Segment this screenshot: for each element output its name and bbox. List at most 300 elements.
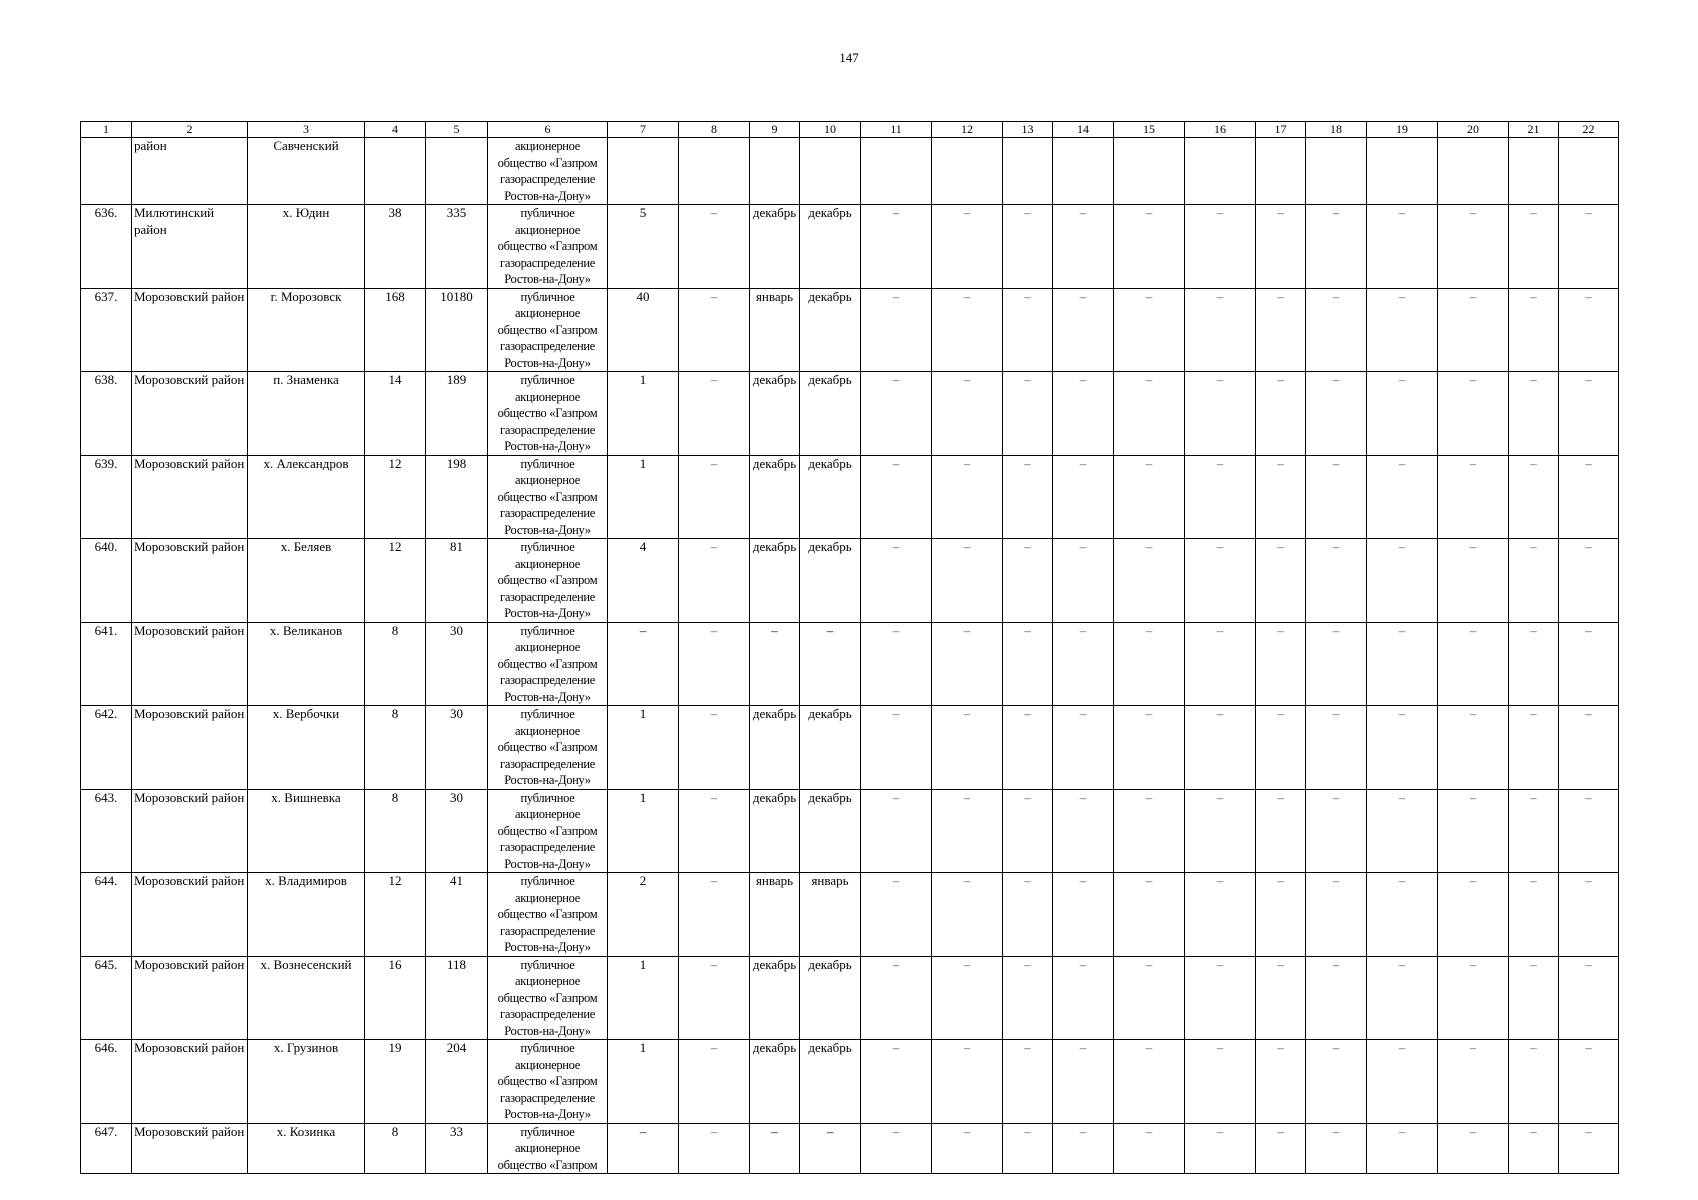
cell-col9: декабрь: [750, 706, 800, 790]
cell-district: Морозовский район: [132, 455, 248, 539]
cell-col10: декабрь: [800, 956, 861, 1040]
cell-col7: 1: [608, 956, 679, 1040]
cell-col8: –: [679, 622, 750, 706]
cell-col21: –: [1509, 1040, 1559, 1124]
cell-col16: –: [1185, 1040, 1256, 1124]
cell-col20: –: [1438, 1123, 1509, 1174]
cell-num: 644.: [81, 873, 132, 957]
cell-col21: –: [1509, 873, 1559, 957]
cell-col17: –: [1256, 1123, 1306, 1174]
cell-col12: –: [932, 622, 1003, 706]
cell-col4: 8: [365, 706, 426, 790]
cell-empty: [750, 138, 800, 205]
cell-col4: 8: [365, 789, 426, 873]
column-header-13: 13: [1003, 122, 1053, 138]
cell-col18: –: [1306, 622, 1367, 706]
cell-col15: –: [1114, 539, 1185, 623]
column-header-1: 1: [81, 122, 132, 138]
cell-col14: –: [1053, 706, 1114, 790]
cell-col18: –: [1306, 288, 1367, 372]
cell-col9: –: [750, 622, 800, 706]
gasification-table: [80, 121, 1619, 1174]
cell-col10: –: [800, 622, 861, 706]
cell-locality: х. Владимиров: [248, 873, 365, 957]
cell-col16: –: [1185, 205, 1256, 289]
cell-col20: –: [1438, 622, 1509, 706]
cell-col18: –: [1306, 706, 1367, 790]
cell-col17: –: [1256, 789, 1306, 873]
table-row: [81, 706, 1619, 790]
column-header-10: 10: [800, 122, 861, 138]
cell-locality: г. Морозовск: [248, 288, 365, 372]
cell-empty: [861, 138, 932, 205]
cell-col10: декабрь: [800, 706, 861, 790]
cell-col5: 81: [426, 539, 488, 623]
cell-col14: –: [1053, 789, 1114, 873]
cell-organization: публичное акционерное общество «Газпром газораспределение Ростов-на-Дону»: [488, 372, 608, 456]
cell-col11: –: [861, 455, 932, 539]
cell-locality: х. Грузинов: [248, 1040, 365, 1124]
cell-col11: –: [861, 789, 932, 873]
table-row: [81, 956, 1619, 1040]
cell-organization: публичное акционерное общество «Газпром газораспределение Ростов-на-Дону»: [488, 706, 608, 790]
column-header-11: 11: [861, 122, 932, 138]
cell-organization: акционерное общество «Газпром газораспределение Ростов-на-Дону»: [488, 138, 608, 205]
cell-col11: –: [861, 956, 932, 1040]
cell-col16: –: [1185, 622, 1256, 706]
cell-col11: –: [861, 706, 932, 790]
cell-col4: 38: [365, 205, 426, 289]
cell-col13: –: [1003, 706, 1053, 790]
cell-empty: [1053, 138, 1114, 205]
cell-col22: –: [1559, 372, 1619, 456]
cell-col19: –: [1367, 956, 1438, 1040]
cell-num: 646.: [81, 1040, 132, 1124]
cell-col9: декабрь: [750, 455, 800, 539]
page-number: 147: [839, 50, 859, 65]
cell-col14: –: [1053, 539, 1114, 623]
cell-col7: 1: [608, 789, 679, 873]
cell-col13: –: [1003, 622, 1053, 706]
cell-col13: –: [1003, 288, 1053, 372]
cell-col5: 118: [426, 956, 488, 1040]
cell-col13: –: [1003, 455, 1053, 539]
cell-locality: х. Александров: [248, 455, 365, 539]
cell-col10: –: [800, 1123, 861, 1174]
cell-organization: публичное акционерное общество «Газпром газораспределение Ростов-на-Дону»: [488, 873, 608, 957]
cell-col12: –: [932, 288, 1003, 372]
cell-col22: –: [1559, 706, 1619, 790]
cell-empty: [932, 138, 1003, 205]
cell-col14: –: [1053, 288, 1114, 372]
cell-col19: –: [1367, 455, 1438, 539]
cell-col21: –: [1509, 706, 1559, 790]
cell-col17: –: [1256, 706, 1306, 790]
cell-col11: –: [861, 288, 932, 372]
cell-organization: публичное акционерное общество «Газпром: [488, 1123, 608, 1174]
cell-col13: –: [1003, 1123, 1053, 1174]
table-row: [81, 622, 1619, 706]
cell-col22: –: [1559, 205, 1619, 289]
cell-num: 636.: [81, 205, 132, 289]
cell-col7: 1: [608, 1040, 679, 1124]
cell-organization: публичное акционерное общество «Газпром газораспределение Ростов-на-Дону»: [488, 1040, 608, 1124]
cell-col7: 4: [608, 539, 679, 623]
cell-empty: [1185, 138, 1256, 205]
cell-col12: –: [932, 205, 1003, 289]
cell-col4: 19: [365, 1040, 426, 1124]
cell-col18: –: [1306, 956, 1367, 1040]
cell-col9: декабрь: [750, 372, 800, 456]
cell-col20: –: [1438, 539, 1509, 623]
cell-col18: –: [1306, 455, 1367, 539]
cell-empty: [800, 138, 861, 205]
cell-district: Морозовский район: [132, 873, 248, 957]
cell-col9: –: [750, 1123, 800, 1174]
cell-col21: –: [1509, 789, 1559, 873]
cell-col20: –: [1438, 789, 1509, 873]
cell-col5: 41: [426, 873, 488, 957]
cell-col10: январь: [800, 873, 861, 957]
cell-empty: [1256, 138, 1306, 205]
cell-col12: –: [932, 1123, 1003, 1174]
cell-col8: –: [679, 956, 750, 1040]
cell-col7: 2: [608, 873, 679, 957]
cell-district: Морозовский район: [132, 288, 248, 372]
cell-locality: х. Беляев: [248, 539, 365, 623]
cell-col4: 12: [365, 873, 426, 957]
cell-col19: –: [1367, 288, 1438, 372]
cell-empty: [608, 138, 679, 205]
cell-empty: [1367, 138, 1438, 205]
cell-col8: –: [679, 706, 750, 790]
cell-col14: –: [1053, 455, 1114, 539]
column-header-2: 2: [132, 122, 248, 138]
cell-locality: Савченский: [248, 138, 365, 205]
column-header-19: 19: [1367, 122, 1438, 138]
cell-col10: декабрь: [800, 288, 861, 372]
cell-col21: –: [1509, 539, 1559, 623]
cell-col11: –: [861, 622, 932, 706]
cell-col15: –: [1114, 372, 1185, 456]
cell-col7: 1: [608, 455, 679, 539]
cell-col8: –: [679, 873, 750, 957]
table-row: [81, 1040, 1619, 1124]
cell-col7: 1: [608, 706, 679, 790]
column-header-18: 18: [1306, 122, 1367, 138]
cell-col15: –: [1114, 873, 1185, 957]
cell-col13: –: [1003, 873, 1053, 957]
cell-col21: –: [1509, 622, 1559, 706]
cell-col22: –: [1559, 288, 1619, 372]
cell-empty: [1509, 138, 1559, 205]
cell-num: 643.: [81, 789, 132, 873]
cell-locality: х. Козинка: [248, 1123, 365, 1174]
cell-empty: [1306, 138, 1367, 205]
cell-col17: –: [1256, 873, 1306, 957]
cell-col5: 30: [426, 622, 488, 706]
cell-num: 641.: [81, 622, 132, 706]
cell-empty: [1438, 138, 1509, 205]
cell-col5: [426, 138, 488, 205]
cell-col18: –: [1306, 539, 1367, 623]
column-header-3: 3: [248, 122, 365, 138]
cell-col22: –: [1559, 622, 1619, 706]
cell-col16: –: [1185, 956, 1256, 1040]
cell-col9: декабрь: [750, 539, 800, 623]
column-header-21: 21: [1509, 122, 1559, 138]
cell-col14: –: [1053, 372, 1114, 456]
cell-col19: –: [1367, 706, 1438, 790]
cell-col12: –: [932, 706, 1003, 790]
cell-col8: –: [679, 539, 750, 623]
cell-col20: –: [1438, 205, 1509, 289]
cell-col19: –: [1367, 539, 1438, 623]
cell-num: 642.: [81, 706, 132, 790]
cell-col20: –: [1438, 288, 1509, 372]
cell-col19: –: [1367, 205, 1438, 289]
cell-col4: 16: [365, 956, 426, 1040]
cell-col17: –: [1256, 372, 1306, 456]
cell-col4: 8: [365, 622, 426, 706]
cell-col20: –: [1438, 873, 1509, 957]
table-row: [81, 1123, 1619, 1174]
column-header-12: 12: [932, 122, 1003, 138]
cell-col17: –: [1256, 956, 1306, 1040]
cell-num: [81, 138, 132, 205]
cell-col13: –: [1003, 372, 1053, 456]
cell-col19: –: [1367, 789, 1438, 873]
cell-col19: –: [1367, 873, 1438, 957]
cell-col12: –: [932, 372, 1003, 456]
cell-col13: –: [1003, 539, 1053, 623]
cell-col15: –: [1114, 1123, 1185, 1174]
column-header-14: 14: [1053, 122, 1114, 138]
cell-col13: –: [1003, 789, 1053, 873]
cell-col9: декабрь: [750, 956, 800, 1040]
cell-col10: декабрь: [800, 455, 861, 539]
cell-col8: –: [679, 1123, 750, 1174]
table-row-continuation: [81, 138, 1619, 205]
cell-col10: декабрь: [800, 372, 861, 456]
cell-col13: –: [1003, 956, 1053, 1040]
cell-num: 640.: [81, 539, 132, 623]
cell-district: Морозовский район: [132, 956, 248, 1040]
cell-col5: 204: [426, 1040, 488, 1124]
cell-col9: декабрь: [750, 1040, 800, 1124]
cell-col5: 30: [426, 789, 488, 873]
cell-col5: 30: [426, 706, 488, 790]
cell-locality: х. Вербочки: [248, 706, 365, 790]
cell-col21: –: [1509, 372, 1559, 456]
cell-num: 645.: [81, 956, 132, 1040]
cell-col12: –: [932, 789, 1003, 873]
cell-col10: декабрь: [800, 205, 861, 289]
cell-col20: –: [1438, 956, 1509, 1040]
cell-col11: –: [861, 539, 932, 623]
cell-locality: х. Вишневка: [248, 789, 365, 873]
column-header-20: 20: [1438, 122, 1509, 138]
cell-col11: –: [861, 1123, 932, 1174]
cell-locality: х. Великанов: [248, 622, 365, 706]
cell-num: 647.: [81, 1123, 132, 1174]
cell-locality: п. Знаменка: [248, 372, 365, 456]
cell-col13: –: [1003, 1040, 1053, 1124]
cell-col12: –: [932, 539, 1003, 623]
cell-col22: –: [1559, 1040, 1619, 1124]
cell-col14: –: [1053, 622, 1114, 706]
cell-col15: –: [1114, 288, 1185, 372]
cell-col18: –: [1306, 873, 1367, 957]
cell-col15: –: [1114, 205, 1185, 289]
cell-col15: –: [1114, 789, 1185, 873]
cell-col12: –: [932, 455, 1003, 539]
cell-col8: –: [679, 288, 750, 372]
cell-district: Морозовский район: [132, 372, 248, 456]
cell-col14: –: [1053, 873, 1114, 957]
cell-col17: –: [1256, 539, 1306, 623]
cell-col4: [365, 138, 426, 205]
cell-col16: –: [1185, 706, 1256, 790]
cell-col4: 8: [365, 1123, 426, 1174]
column-header-7: 7: [608, 122, 679, 138]
cell-district: Морозовский район: [132, 622, 248, 706]
cell-col20: –: [1438, 372, 1509, 456]
cell-col4: 168: [365, 288, 426, 372]
cell-col13: –: [1003, 205, 1053, 289]
cell-empty: [679, 138, 750, 205]
cell-col22: –: [1559, 789, 1619, 873]
cell-col21: –: [1509, 205, 1559, 289]
cell-col22: –: [1559, 956, 1619, 1040]
cell-col8: –: [679, 205, 750, 289]
cell-col16: –: [1185, 455, 1256, 539]
cell-col16: –: [1185, 1123, 1256, 1174]
cell-col8: –: [679, 1040, 750, 1124]
column-header-16: 16: [1185, 122, 1256, 138]
cell-col11: –: [861, 372, 932, 456]
cell-organization: публичное акционерное общество «Газпром газораспределение Ростов-на-Дону»: [488, 288, 608, 372]
cell-col9: декабрь: [750, 205, 800, 289]
cell-col22: –: [1559, 455, 1619, 539]
cell-col14: –: [1053, 1040, 1114, 1124]
cell-col4: 12: [365, 539, 426, 623]
column-header-9: 9: [750, 122, 800, 138]
cell-col20: –: [1438, 706, 1509, 790]
column-header-6: 6: [488, 122, 608, 138]
cell-col19: –: [1367, 622, 1438, 706]
cell-organization: публичное акционерное общество «Газпром газораспределение Ростов-на-Дону»: [488, 539, 608, 623]
cell-col22: –: [1559, 539, 1619, 623]
cell-col12: –: [932, 1040, 1003, 1124]
cell-col9: январь: [750, 288, 800, 372]
cell-col8: –: [679, 789, 750, 873]
cell-col10: декабрь: [800, 1040, 861, 1124]
cell-col19: –: [1367, 1123, 1438, 1174]
cell-col15: –: [1114, 956, 1185, 1040]
cell-col5: 33: [426, 1123, 488, 1174]
table-row: [81, 539, 1619, 623]
cell-col4: 12: [365, 455, 426, 539]
cell-col5: 189: [426, 372, 488, 456]
cell-district: Морозовский район: [132, 1040, 248, 1124]
cell-col11: –: [861, 205, 932, 289]
cell-col15: –: [1114, 1040, 1185, 1124]
cell-col11: –: [861, 873, 932, 957]
column-header-17: 17: [1256, 122, 1306, 138]
cell-district: Морозовский район: [132, 706, 248, 790]
table-row: [81, 873, 1619, 957]
cell-col22: –: [1559, 1123, 1619, 1174]
cell-district: Морозовский район: [132, 1123, 248, 1174]
table-row: [81, 205, 1619, 289]
cell-col20: –: [1438, 1040, 1509, 1124]
cell-col21: –: [1509, 288, 1559, 372]
cell-col19: –: [1367, 372, 1438, 456]
cell-district: район: [132, 138, 248, 205]
cell-col17: –: [1256, 288, 1306, 372]
cell-col7: 40: [608, 288, 679, 372]
cell-num: 638.: [81, 372, 132, 456]
cell-col16: –: [1185, 873, 1256, 957]
table-row: [81, 455, 1619, 539]
cell-col17: –: [1256, 455, 1306, 539]
column-header-4: 4: [365, 122, 426, 138]
cell-col16: –: [1185, 288, 1256, 372]
cell-col18: –: [1306, 205, 1367, 289]
cell-col7: 1: [608, 372, 679, 456]
cell-district: Морозовский район: [132, 789, 248, 873]
cell-district: Милютинский район: [132, 205, 248, 289]
cell-locality: х. Юдин: [248, 205, 365, 289]
table-row: [81, 372, 1619, 456]
cell-col17: –: [1256, 205, 1306, 289]
cell-empty: [1003, 138, 1053, 205]
cell-col7: 5: [608, 205, 679, 289]
cell-col17: –: [1256, 1040, 1306, 1124]
cell-col16: –: [1185, 372, 1256, 456]
cell-district: Морозовский район: [132, 539, 248, 623]
cell-col18: –: [1306, 1123, 1367, 1174]
column-number-row: [81, 122, 1619, 138]
cell-col14: –: [1053, 956, 1114, 1040]
cell-col12: –: [932, 873, 1003, 957]
cell-col21: –: [1509, 956, 1559, 1040]
cell-col15: –: [1114, 706, 1185, 790]
cell-col11: –: [861, 1040, 932, 1124]
cell-col5: 335: [426, 205, 488, 289]
cell-col10: декабрь: [800, 539, 861, 623]
cell-locality: х. Вознесенский: [248, 956, 365, 1040]
cell-col5: 198: [426, 455, 488, 539]
cell-col12: –: [932, 956, 1003, 1040]
cell-organization: публичное акционерное общество «Газпром газораспределение Ростов-на-Дону»: [488, 622, 608, 706]
cell-col9: январь: [750, 873, 800, 957]
cell-col19: –: [1367, 1040, 1438, 1124]
cell-col18: –: [1306, 789, 1367, 873]
cell-num: 639.: [81, 455, 132, 539]
cell-col16: –: [1185, 789, 1256, 873]
cell-col18: –: [1306, 372, 1367, 456]
cell-col10: декабрь: [800, 789, 861, 873]
cell-empty: [1114, 138, 1185, 205]
cell-col14: –: [1053, 205, 1114, 289]
cell-col8: –: [679, 455, 750, 539]
cell-organization: публичное акционерное общество «Газпром газораспределение Ростов-на-Дону»: [488, 789, 608, 873]
cell-col14: –: [1053, 1123, 1114, 1174]
cell-empty: [1559, 138, 1619, 205]
cell-organization: публичное акционерное общество «Газпром газораспределение Ростов-на-Дону»: [488, 205, 608, 289]
